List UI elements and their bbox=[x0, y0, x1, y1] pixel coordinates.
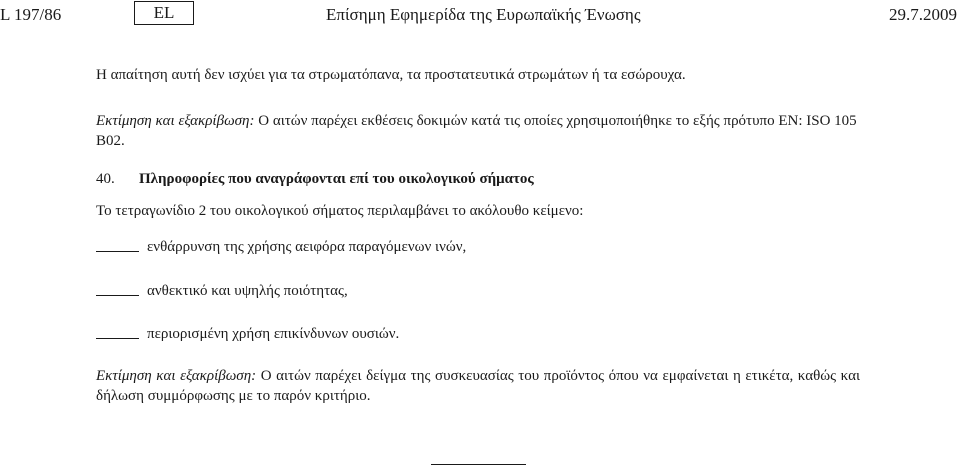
list-item: ενθάρρυνση της χρήσης αειφόρα παραγόμενων ινών, bbox=[147, 239, 467, 255]
section-heading: Πληροφορίες που αναγράφονται επί του οικολογικού σήματος bbox=[139, 171, 534, 187]
journal-title: Επίσημη Εφημερίδα της Ευρωπαϊκής Ένωσης bbox=[326, 5, 641, 24]
footer-rule bbox=[431, 464, 526, 465]
assessment-label: Εκτίμηση και εξακρίβωση: bbox=[96, 368, 257, 384]
page-header bbox=[0, 5, 959, 27]
assessment-text: Ο αιτών παρέχει εκθέσεις δοκιμών κατά τις οποίες χρησιμοποιήθηκε το εξής πρότυπο EN: ISO 105 bbox=[254, 113, 857, 129]
section-number: 40. bbox=[96, 171, 115, 187]
assessment-text: Ο αιτών παρέχει δείγμα της συσκευασίας του προϊόντος όπου να εμφαίνεται η ετικέτα, καθώς και δήλωση συμμόρφωσης με το παρόν κριτήριο. bbox=[96, 368, 860, 404]
publication-date: 29.7.2009 bbox=[889, 5, 957, 24]
list-item: περιορισμένη χρήση επικίνδυνων ουσιών. bbox=[147, 326, 400, 342]
bullet-dash bbox=[96, 251, 139, 252]
paragraph-assessment-1-cont: B02. bbox=[96, 133, 125, 149]
paragraph-intro: Το τετραγωνίδιο 2 του οικολογικού σήματος περιλαμβάνει το ακόλουθο κείμενο: bbox=[96, 203, 584, 219]
language-code-box: EL bbox=[134, 1, 194, 25]
list-item: ανθεκτικό και υψηλής ποιότητας, bbox=[147, 283, 348, 299]
paragraph-assessment-2 bbox=[96, 366, 860, 406]
bullet-dash bbox=[96, 295, 139, 296]
paragraph-exemption: Η απαίτηση αυτή δεν ισχύει για τα στρωματόπανα, τα προστατευτικά στρωμάτων ή τα εσώρουχα. bbox=[96, 67, 686, 83]
paragraph-assessment-1 bbox=[96, 111, 857, 131]
page-reference: L 197/86 bbox=[0, 5, 62, 24]
bullet-dash bbox=[96, 338, 139, 339]
assessment-label: Εκτίμηση και εξακρίβωση: bbox=[96, 113, 255, 129]
